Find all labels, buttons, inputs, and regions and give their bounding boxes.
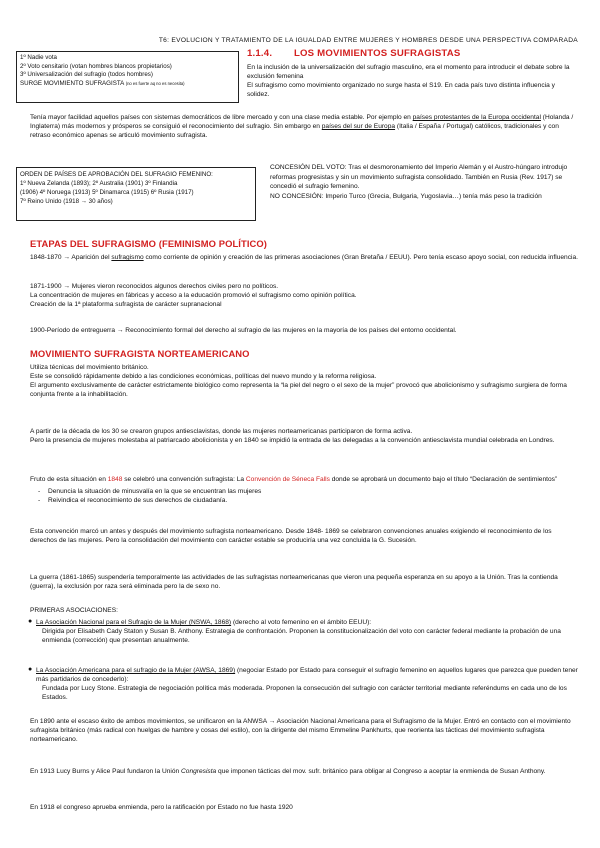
intro-text <box>247 63 577 99</box>
seneca-text-c: donde se aprobará un documento bajo el título “Declaración de sentimientos” <box>329 476 558 483</box>
norte-paragraph-2 <box>30 427 578 445</box>
norte-paragraph-5: La guerra (1861-1865) suspendería temporalmente las actividades de las sufragistas norteamericanas que vieron una pequeña esperanza en su apoyo a la Unión. Tras la contienda (guerra), la exclusión por raza será eliminada pero la de sexo no. <box>30 574 558 591</box>
p1913-union-name: Congresista <box>181 768 217 775</box>
paragraph-1918: En 1918 el congreso aprueba enmienda, pero la ratificación por Estado no fue hasta 1920 <box>30 804 293 811</box>
etapa-2-line-2: La concentración de mujeres en fábricas y acceso a la educación promovió el sufragismo como opinión política. <box>30 292 357 300</box>
approval-order-title: ORDEN DE PAÍSES DE APROBACIÓN DEL SUFRAGIO FEMENINO: <box>20 171 213 178</box>
etapa-1 <box>30 253 578 262</box>
association-awsa <box>28 666 578 702</box>
asociaciones-title: PRIMERAS ASOCIACIONES: <box>30 607 118 614</box>
seneca-convention-name: Convención de Séneca Falls <box>245 476 330 483</box>
norte-p1-line-2: Este se consolidó rápidamente debido a las condiciones económicas, políticas del nuevo mundo y la reforma religiosa. <box>30 373 377 381</box>
approval-order-line-1: 1º Nueva Zelanda (1893); 2º Australia (1901) 3º Finlandia <box>20 179 178 187</box>
awsa-detail: Fundada por Lucy Stone. Estrategia de negociación política más moderada. Proponen la consecución del sufragio con carácter territorial mediante referéndums en cada uno de los Estados. <box>42 685 567 702</box>
awsa-name: La Asociación Americana para el sufragio de la Mujer (AWSA, 1869) <box>36 667 236 674</box>
nswa-description: (derecho al voto femenino en el ámbito EEUU): <box>231 619 372 626</box>
norte-p2-line-1: A partir de la década de los 30 se crearon grupos antiesclavistas, donde las mujeres norteamericanas participaron de forma activa. <box>30 428 413 435</box>
etapa-2-line-1: 1871-1900 → Mujeres vieron reconocidos algunos derechos civiles pero no políticos. <box>30 283 279 290</box>
p1913-text-a: En 1913 Lucy Burns y Alice Paul fundaron la Unión <box>30 768 182 775</box>
voting-stage-2: 2º Voto censitario (votan hombres blancos propietarios) <box>20 62 172 70</box>
voting-stages-box <box>16 51 239 103</box>
page-header: T6: EVOLUCIÓN Y TRATAMIENTO DE LA IGUALDAD ENTRE MUJERES Y HOMBRES DESDE UNA PERSPECTIVA COMPARADA <box>158 37 578 44</box>
voting-stage-4 <box>20 80 235 89</box>
etapa-1-text-a: 1848-1870 → Aparición del <box>30 254 112 261</box>
voting-stage-4-note: (no es fuerte aq no es necesita) <box>125 81 185 87</box>
nswa-detail: Dirigida por Elisabeth Cady Staton y Susan B. Anthony. Estrategia de confrontación. Proponen la constitucionalización del voto con carácter federal mediante la probación de una enmienda (corrección) que presentan anualmente. <box>42 628 561 645</box>
southern-countries: países del sur de Europa <box>321 123 396 131</box>
norteamericano-heading: MOVIMIENTO SUFRAGISTA NORTEAMERICANO <box>30 348 250 359</box>
norte-paragraph-4: Esta convención marcó un antes y después del movimiento sufragista norteamericano. Desde 1848- 1869 se celebraron convenciones anuales exigiendo el reconocimiento de los derechos de las mujeres. Pero la consolidación del movimiento con carácter estable se produciría una vez concluida la G. Sucesión. <box>30 528 552 545</box>
declaration-item-2: - Reivindica el reconocimiento de sus derechos de ciudadanía. <box>48 496 578 505</box>
section-number: 1.1.4. <box>247 48 273 59</box>
countries-text-e: (Italia / España / Portugal) católicos, tradicionales y con retraso económico apenas se articuló movimiento sufragista. <box>30 123 559 140</box>
no-concession-paragraph: NO CONCESIÓN: Imperio Turco (Grecia, Bulgaria, Yugoslavia…) tenía más peso la tradición <box>270 192 542 200</box>
voting-stage-1: 1º Nadie vota <box>20 54 58 61</box>
countries-text-a: Tenía mayor facilidad aquellos países con sistemas democráticos de libre mercado y con una clase media estable. Por ejemplo en <box>30 114 413 121</box>
paragraph-1890: En 1890 ante el escaso éxito de ambos movimientos, se unificaron en la ANWSA → Asociación Nacional Americana para el Sufragismo de la Mujer. Entró en contacto con el movimiento sufragista británico (más radical con huelgas de hambre y cosas del estilo), con la dirigente del mismo Emmeline Pankhurts, que reorienta las tácticas del movimiento sufragista norteamericano. <box>30 718 571 744</box>
norte-p1-line-3: El argumento exclusivamente de carácter estrictamente biológico como representa la “la piel del negro o el sexo de la mujer” provocó que abolicionismo y sufragismo surgiera de forma conjunta frente a la inhabilitación. <box>30 382 567 399</box>
seneca-text-b: se celebró una convención sufragista: La <box>122 476 246 483</box>
countries-text-c: (Holanda / Inglaterra) más modernos y prósperos se consiguió el reconocimiento del sufragio. Sin embargo en <box>30 114 574 131</box>
approval-order-line-3: 7º Reino Unido (1918 → 30 años) <box>20 197 113 205</box>
awsa-description: (negociar Estado por Estado para conseguir el sufragio femenino en aquellos lugares que parezca que pueden tener más partidarios de concederlo): <box>36 667 578 684</box>
etapas-heading: ETAPAS DEL SUFRAGISMO (FEMINISMO POLÍTICO) <box>30 238 268 249</box>
intro-paragraph-2: El sufragismo como movimiento organizado no surge hasta el S19. En cada país tuvo distinta influencia y solidez. <box>247 82 555 99</box>
declaration-item-1: - Denuncia la situación de minusvalía en la que se encuentran las mujeres <box>48 487 578 496</box>
etapa-2 <box>30 282 578 309</box>
section-title <box>247 48 461 61</box>
norte-p1-line-1: Utiliza técnicas del movimiento británico. <box>30 364 149 371</box>
intro-paragraph-1: En la inclusión de la universalización del sufragio masculino, era el momento para introducir el debate sobre la exclusión femenina <box>247 64 570 81</box>
bullet-icon: ● <box>28 666 33 673</box>
etapa-3: 1900-Período de entreguerra → Reconocimiento formal del derecho al sufragio de las mujeres en la mayoría de los países del entorno occidental. <box>30 327 457 334</box>
etapa-2-line-3: Creación de la 1ª plataforma sufragista de carácter supranacional <box>30 301 222 309</box>
voting-stage-4-main: SURGE MOVIMIENTO SUFRAGISTA <box>20 80 124 88</box>
declaration-list <box>30 487 578 505</box>
protestant-countries: países protestantes de la Europa occidental <box>412 114 541 121</box>
nswa-name: La Asociación Nacional para el Sufragio de la Mujer (NSWA, 1868) <box>36 619 232 626</box>
approval-order-box <box>16 167 256 221</box>
association-nswa <box>28 618 578 645</box>
countries-paragraph <box>30 113 578 140</box>
approval-order-line-2: (1906) 4º Noruega (1913) 5º Dinamarca (1915) 6º Rusia (1917) <box>20 188 194 196</box>
concession-paragraph: CONCESIÓN DEL VOTO: Tras el desmoronamiento del Imperio Alemán y el Austro-húngaro introdujo reformas progresistas y sin un movimiento sufragista consolidado. También en Rusia (Rev. 1917) se concedió el sufragio femenino. <box>270 164 568 191</box>
seneca-falls-paragraph <box>30 475 578 505</box>
norte-p2-line-2: Pero la presencia de mujeres molestaba al patriarcado abolicionista y en 1840 se impidió la entrada de las delegadas a la convención antiesclavista mundial celebrada en Londres. <box>30 437 555 445</box>
norte-paragraph-1 <box>30 363 578 399</box>
seneca-year: 1848 <box>107 476 123 483</box>
bullet-icon: ● <box>28 618 33 625</box>
seneca-text-a: Fruto de esta situación en <box>30 476 108 483</box>
p1913-text-c: que imponen tácticas del mov. sufr. británico para obligar al Congreso a aceptar la enmienda de Susan Anthony. <box>216 768 546 775</box>
etapa-1-sufragismo: sufragismo <box>111 254 144 261</box>
paragraph-1913 <box>30 767 578 776</box>
concession-text <box>270 163 576 201</box>
etapa-1-text-c: como corriente de opinión y creación de las primeras asociaciones (Gran Bretaña / EEUU). Pero tenía escaso apoyo social, con reducida influencia. <box>143 254 578 261</box>
voting-stage-3: 3º Universalización del sufragio (todos hombres) <box>20 71 153 79</box>
section-title-text: LOS MOVIMIENTOS SUFRAGISTAS <box>293 48 461 59</box>
